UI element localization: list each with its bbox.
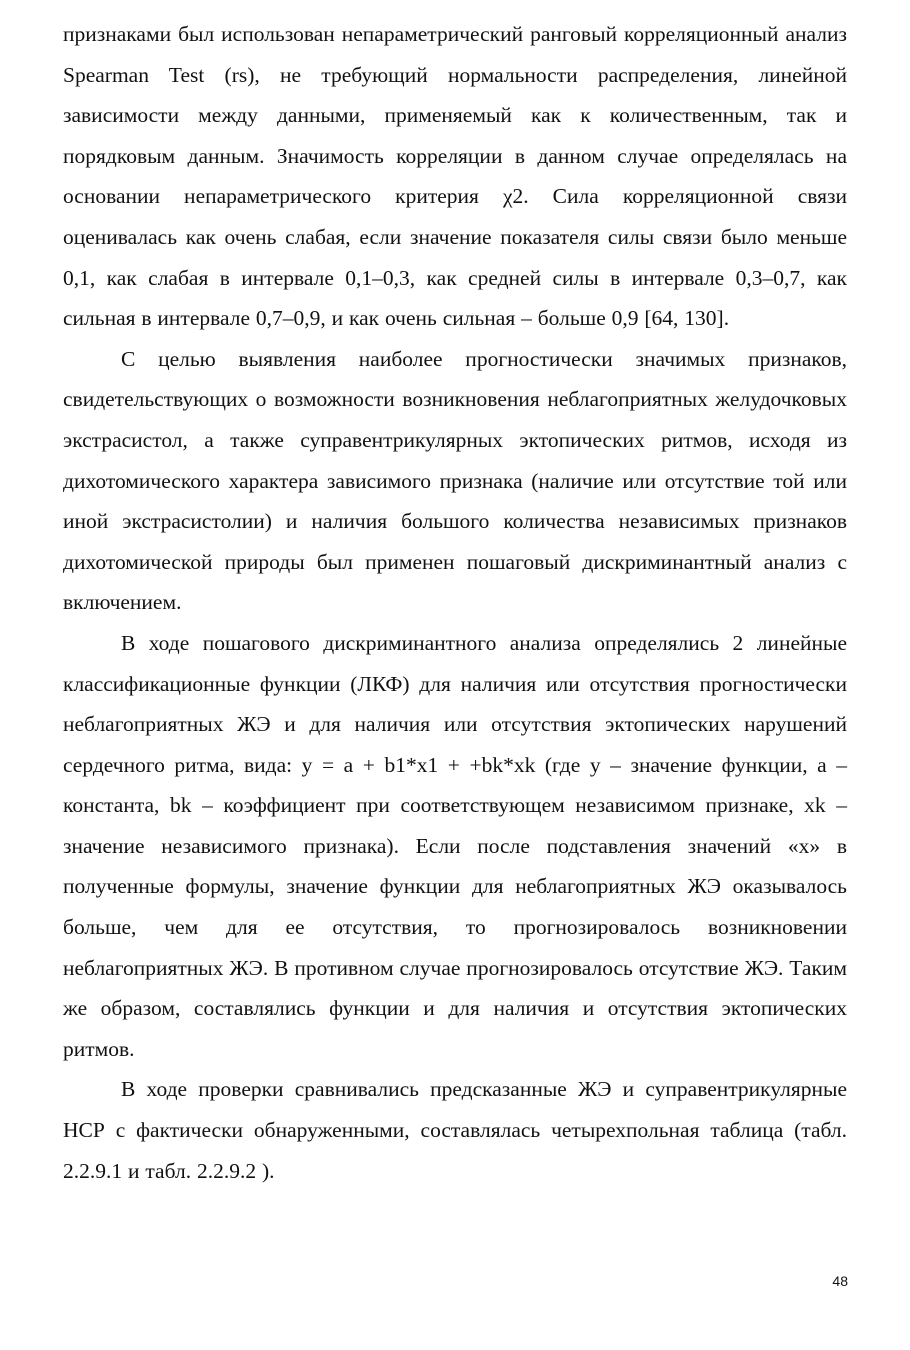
paragraph-2: С целью выявления наиболее прогностически значимых признаков, свидетельствующих о возможности возникновения неблагоприятных желудочковых экстрасистол, а также суправентрикулярных эктопических ритмов, исходя из дихотомического характера зависимого признака (наличие или отсутствие той или иной экстрасистолии) и наличия большого количества независимых признаков дихотомической природы был применен пошаговый дискриминантный анализ с включением.: [63, 346, 847, 615]
paragraph-1: признаками был использован непараметрический ранговый корреляционный анализ Spearman Test (rs), не требующий нормальности распределения, линейной зависимости между данными, применяемый как к количественным, так и порядковым данным. Значимость корреляции в данном случае определялась на основании непараметрического критерия χ2. Сила корреляционной связи оценивалась как очень слабая, если значение показателя силы связи было меньше 0,1, как слабая в интервале 0,1–0,3, как средней силы в интервале 0,3–0,7, как сильная в интервале 0,7–0,9, и как очень сильная – больше 0,9 [64, 130].: [63, 22, 847, 331]
paragraph-4: В ходе проверки сравнивались предсказанные ЖЭ и суправентрикулярные НСР с фактически обнаруженными, составлялась четырехпольная таблица (табл. 2.2.9.1 и табл. 2.2.9.2 ).: [63, 1077, 847, 1183]
paragraph-3: В ходе пошагового дискриминантного анализа определялись 2 линейные классификационные функции (ЛКФ) для наличия или отсутствия прогностически неблагоприятных ЖЭ и для наличия или отсутствия эктопических нарушений сердечного ритма, вида: y = a + b1*x1 + +bk*xk (где y – значение функции, a – константа, bk – коэффициент при соответствующем независимом признаке, xk – значение независимого признака). Если после подставления значений «x» в полученные формулы, значение функции для неблагоприятных ЖЭ оказывалось больше, чем для ее отсутствия, то прогнозировалось возникновении неблагоприятных ЖЭ. В противном случае прогнозировалось отсутствие ЖЭ. Таким же образом, составлялись функции и для наличия и отсутствия эктопических ритмов.: [63, 630, 847, 1061]
document-page: [63, 14, 847, 1191]
page-number: 48: [832, 1273, 848, 1289]
